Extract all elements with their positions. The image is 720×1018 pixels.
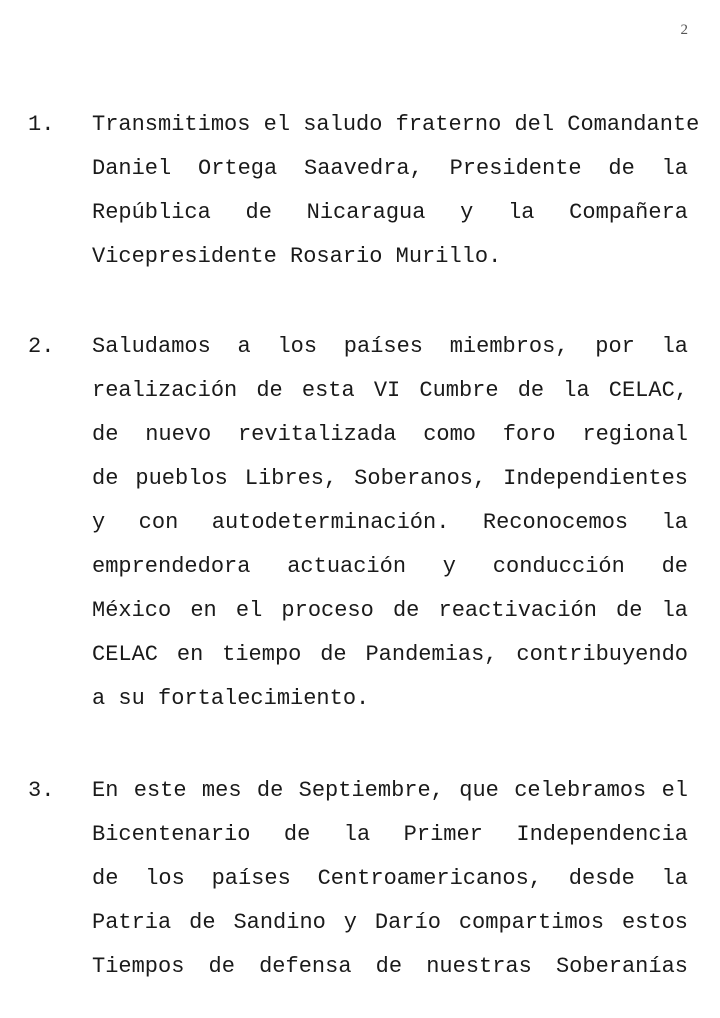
- paragraph-line: emprendedora actuación y conducción de: [92, 554, 688, 579]
- paragraph-line: de pueblos Libres, Soberanos, Independientes: [92, 466, 688, 491]
- paragraph-line: CELAC en tiempo de Pandemias, contribuyendo: [92, 642, 688, 667]
- paragraph-line: Bicentenario de la Primer Independencia: [92, 822, 688, 847]
- paragraph-line: En este mes de Septiembre, que celebramos el: [92, 778, 688, 803]
- page-number: 2: [680, 22, 688, 38]
- paragraph-line: Transmitimos el saludo fraterno del Comandante: [92, 112, 700, 137]
- paragraph-line: y con autodeterminación. Reconocemos la: [92, 510, 688, 535]
- paragraph-line: de los países Centroamericanos, desde la: [92, 866, 688, 891]
- paragraph-line: Vicepresidente Rosario Murillo.: [92, 244, 502, 269]
- paragraph-line: México en el proceso de reactivación de la: [92, 598, 688, 623]
- paragraph-line: de nuevo revitalizada como foro regional: [92, 422, 688, 447]
- item-number: 3.: [28, 778, 55, 803]
- paragraph-line: Patria de Sandino y Darío compartimos estos: [92, 910, 688, 935]
- paragraph-line: República de Nicaragua y la Compañera: [92, 200, 688, 225]
- paragraph-line: Daniel Ortega Saavedra, Presidente de la: [92, 156, 688, 181]
- paragraph-line: Tiempos de defensa de nuestras Soberanías: [92, 954, 688, 979]
- item-number: 1.: [28, 112, 55, 137]
- paragraph-line: realización de esta VI Cumbre de la CELAC,: [92, 378, 688, 403]
- item-number: 2.: [28, 334, 55, 359]
- paragraph-line: a su fortalecimiento.: [92, 686, 370, 711]
- paragraph-line: Saludamos a los países miembros, por la: [92, 334, 688, 359]
